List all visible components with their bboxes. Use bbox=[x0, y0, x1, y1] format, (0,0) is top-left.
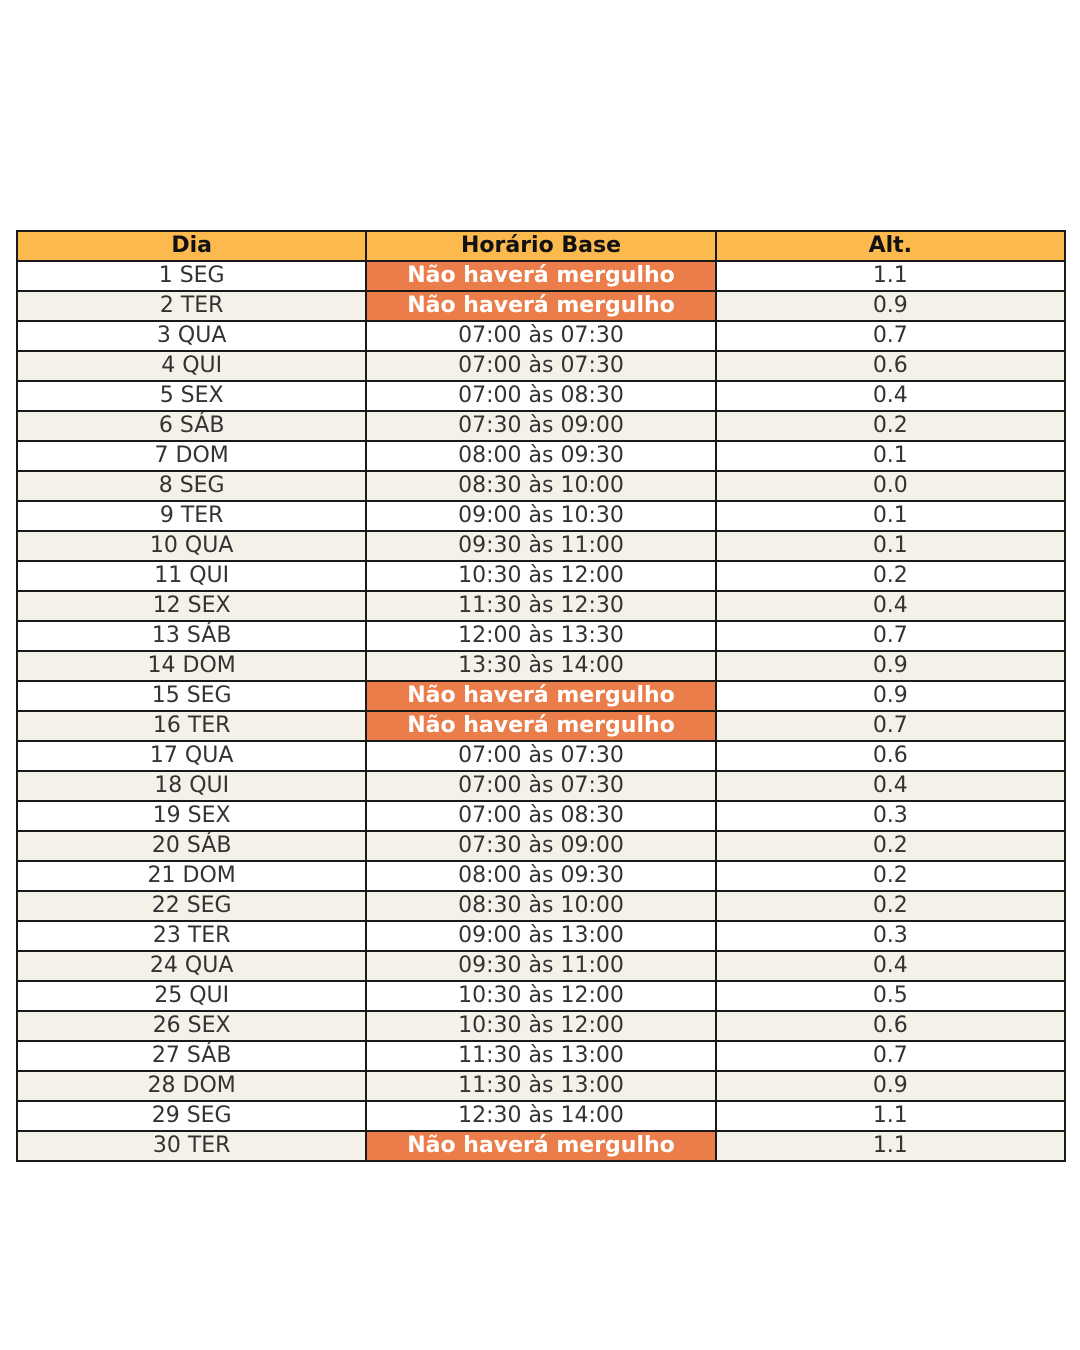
cell-horario-no-dive: Não haverá mergulho bbox=[366, 711, 715, 741]
header-horario-base: Horário Base bbox=[366, 231, 715, 261]
cell-dia: 24 QUA bbox=[17, 951, 366, 981]
cell-alt: 0.5 bbox=[716, 981, 1065, 1011]
cell-horario: 10:30 às 12:00 bbox=[366, 561, 715, 591]
header-alt: Alt. bbox=[716, 231, 1065, 261]
cell-horario: 10:30 às 12:00 bbox=[366, 981, 715, 1011]
cell-horario: 11:30 às 13:00 bbox=[366, 1071, 715, 1101]
table-row bbox=[17, 771, 1065, 801]
cell-dia: 14 DOM bbox=[17, 651, 366, 681]
cell-alt: 0.6 bbox=[716, 1011, 1065, 1041]
cell-alt: 0.4 bbox=[716, 951, 1065, 981]
cell-horario: 08:00 às 09:30 bbox=[366, 861, 715, 891]
cell-dia: 29 SEG bbox=[17, 1101, 366, 1131]
cell-horario: 08:00 às 09:30 bbox=[366, 441, 715, 471]
cell-dia: 16 TER bbox=[17, 711, 366, 741]
table-row bbox=[17, 441, 1065, 471]
cell-horario: 08:30 às 10:00 bbox=[366, 471, 715, 501]
cell-alt: 0.9 bbox=[716, 651, 1065, 681]
table-row bbox=[17, 921, 1065, 951]
cell-horario-no-dive: Não haverá mergulho bbox=[366, 291, 715, 321]
cell-horario: 09:00 às 13:00 bbox=[366, 921, 715, 951]
table-row bbox=[17, 621, 1065, 651]
cell-horario: 07:00 às 07:30 bbox=[366, 351, 715, 381]
cell-alt: 0.4 bbox=[716, 381, 1065, 411]
cell-horario: 07:30 às 09:00 bbox=[366, 831, 715, 861]
header-row bbox=[17, 231, 1065, 261]
table-row bbox=[17, 801, 1065, 831]
table-row bbox=[17, 591, 1065, 621]
cell-dia: 22 SEG bbox=[17, 891, 366, 921]
cell-horario: 09:00 às 10:30 bbox=[366, 501, 715, 531]
table-row bbox=[17, 1011, 1065, 1041]
cell-alt: 0.4 bbox=[716, 591, 1065, 621]
cell-dia: 21 DOM bbox=[17, 861, 366, 891]
cell-alt: 0.9 bbox=[716, 1071, 1065, 1101]
table-row bbox=[17, 1131, 1065, 1161]
cell-dia: 18 QUI bbox=[17, 771, 366, 801]
table-row bbox=[17, 681, 1065, 711]
table-row bbox=[17, 411, 1065, 441]
cell-alt: 0.2 bbox=[716, 411, 1065, 441]
cell-dia: 11 QUI bbox=[17, 561, 366, 591]
table-body bbox=[17, 261, 1065, 1161]
cell-dia: 20 SÁB bbox=[17, 831, 366, 861]
cell-alt: 0.6 bbox=[716, 741, 1065, 771]
table-row bbox=[17, 291, 1065, 321]
cell-alt: 0.2 bbox=[716, 861, 1065, 891]
cell-alt: 0.2 bbox=[716, 831, 1065, 861]
cell-alt: 0.6 bbox=[716, 351, 1065, 381]
cell-horario: 07:00 às 07:30 bbox=[366, 771, 715, 801]
cell-alt: 0.1 bbox=[716, 441, 1065, 471]
cell-horario: 08:30 às 10:00 bbox=[366, 891, 715, 921]
cell-horario: 10:30 às 12:00 bbox=[366, 1011, 715, 1041]
cell-horario: 07:30 às 09:00 bbox=[366, 411, 715, 441]
cell-dia: 8 SEG bbox=[17, 471, 366, 501]
cell-alt: 0.7 bbox=[716, 321, 1065, 351]
cell-dia: 4 QUI bbox=[17, 351, 366, 381]
table-row bbox=[17, 351, 1065, 381]
cell-alt: 0.9 bbox=[716, 681, 1065, 711]
table-row bbox=[17, 1101, 1065, 1131]
cell-horario: 07:00 às 08:30 bbox=[366, 381, 715, 411]
cell-alt: 1.1 bbox=[716, 1101, 1065, 1131]
cell-horario: 07:00 às 07:30 bbox=[366, 741, 715, 771]
cell-horario-no-dive: Não haverá mergulho bbox=[366, 1131, 715, 1161]
cell-alt: 0.4 bbox=[716, 771, 1065, 801]
dive-schedule-table bbox=[16, 230, 1066, 1162]
table-header bbox=[17, 231, 1065, 261]
cell-horario: 09:30 às 11:00 bbox=[366, 531, 715, 561]
cell-dia: 7 DOM bbox=[17, 441, 366, 471]
cell-dia: 6 SÁB bbox=[17, 411, 366, 441]
cell-horario: 11:30 às 12:30 bbox=[366, 591, 715, 621]
cell-dia: 26 SEX bbox=[17, 1011, 366, 1041]
table-row bbox=[17, 981, 1065, 1011]
cell-alt: 1.1 bbox=[716, 261, 1065, 291]
cell-alt: 0.1 bbox=[716, 531, 1065, 561]
table-row bbox=[17, 891, 1065, 921]
cell-horario-no-dive: Não haverá mergulho bbox=[366, 681, 715, 711]
table-row bbox=[17, 531, 1065, 561]
header-dia: Dia bbox=[17, 231, 366, 261]
cell-horario-no-dive: Não haverá mergulho bbox=[366, 261, 715, 291]
cell-dia: 27 SÁB bbox=[17, 1041, 366, 1071]
cell-dia: 28 DOM bbox=[17, 1071, 366, 1101]
cell-alt: 0.2 bbox=[716, 561, 1065, 591]
cell-horario: 11:30 às 13:00 bbox=[366, 1041, 715, 1071]
table-row bbox=[17, 951, 1065, 981]
cell-alt: 0.0 bbox=[716, 471, 1065, 501]
cell-alt: 0.3 bbox=[716, 801, 1065, 831]
cell-dia: 23 TER bbox=[17, 921, 366, 951]
cell-alt: 0.7 bbox=[716, 1041, 1065, 1071]
cell-dia: 9 TER bbox=[17, 501, 366, 531]
cell-alt: 0.3 bbox=[716, 921, 1065, 951]
table-row bbox=[17, 261, 1065, 291]
cell-dia: 2 TER bbox=[17, 291, 366, 321]
cell-horario: 12:30 às 14:00 bbox=[366, 1101, 715, 1131]
cell-dia: 25 QUI bbox=[17, 981, 366, 1011]
cell-horario: 07:00 às 08:30 bbox=[366, 801, 715, 831]
cell-alt: 0.7 bbox=[716, 621, 1065, 651]
table-row bbox=[17, 1041, 1065, 1071]
table-row bbox=[17, 1071, 1065, 1101]
table-row bbox=[17, 711, 1065, 741]
table-row bbox=[17, 831, 1065, 861]
table-row bbox=[17, 471, 1065, 501]
cell-dia: 17 QUA bbox=[17, 741, 366, 771]
table-row bbox=[17, 651, 1065, 681]
table-row bbox=[17, 861, 1065, 891]
cell-dia: 1 SEG bbox=[17, 261, 366, 291]
table-row bbox=[17, 321, 1065, 351]
cell-dia: 13 SÁB bbox=[17, 621, 366, 651]
cell-alt: 0.9 bbox=[716, 291, 1065, 321]
cell-dia: 10 QUA bbox=[17, 531, 366, 561]
table-row bbox=[17, 561, 1065, 591]
cell-horario: 09:30 às 11:00 bbox=[366, 951, 715, 981]
cell-dia: 5 SEX bbox=[17, 381, 366, 411]
cell-alt: 0.7 bbox=[716, 711, 1065, 741]
cell-dia: 3 QUA bbox=[17, 321, 366, 351]
cell-alt: 0.2 bbox=[716, 891, 1065, 921]
cell-dia: 15 SEG bbox=[17, 681, 366, 711]
table-row bbox=[17, 741, 1065, 771]
cell-alt: 0.1 bbox=[716, 501, 1065, 531]
cell-horario: 13:30 às 14:00 bbox=[366, 651, 715, 681]
cell-dia: 30 TER bbox=[17, 1131, 366, 1161]
cell-dia: 19 SEX bbox=[17, 801, 366, 831]
table-row bbox=[17, 381, 1065, 411]
cell-alt: 1.1 bbox=[716, 1131, 1065, 1161]
cell-dia: 12 SEX bbox=[17, 591, 366, 621]
cell-horario: 12:00 às 13:30 bbox=[366, 621, 715, 651]
table-row bbox=[17, 501, 1065, 531]
cell-horario: 07:00 às 07:30 bbox=[366, 321, 715, 351]
